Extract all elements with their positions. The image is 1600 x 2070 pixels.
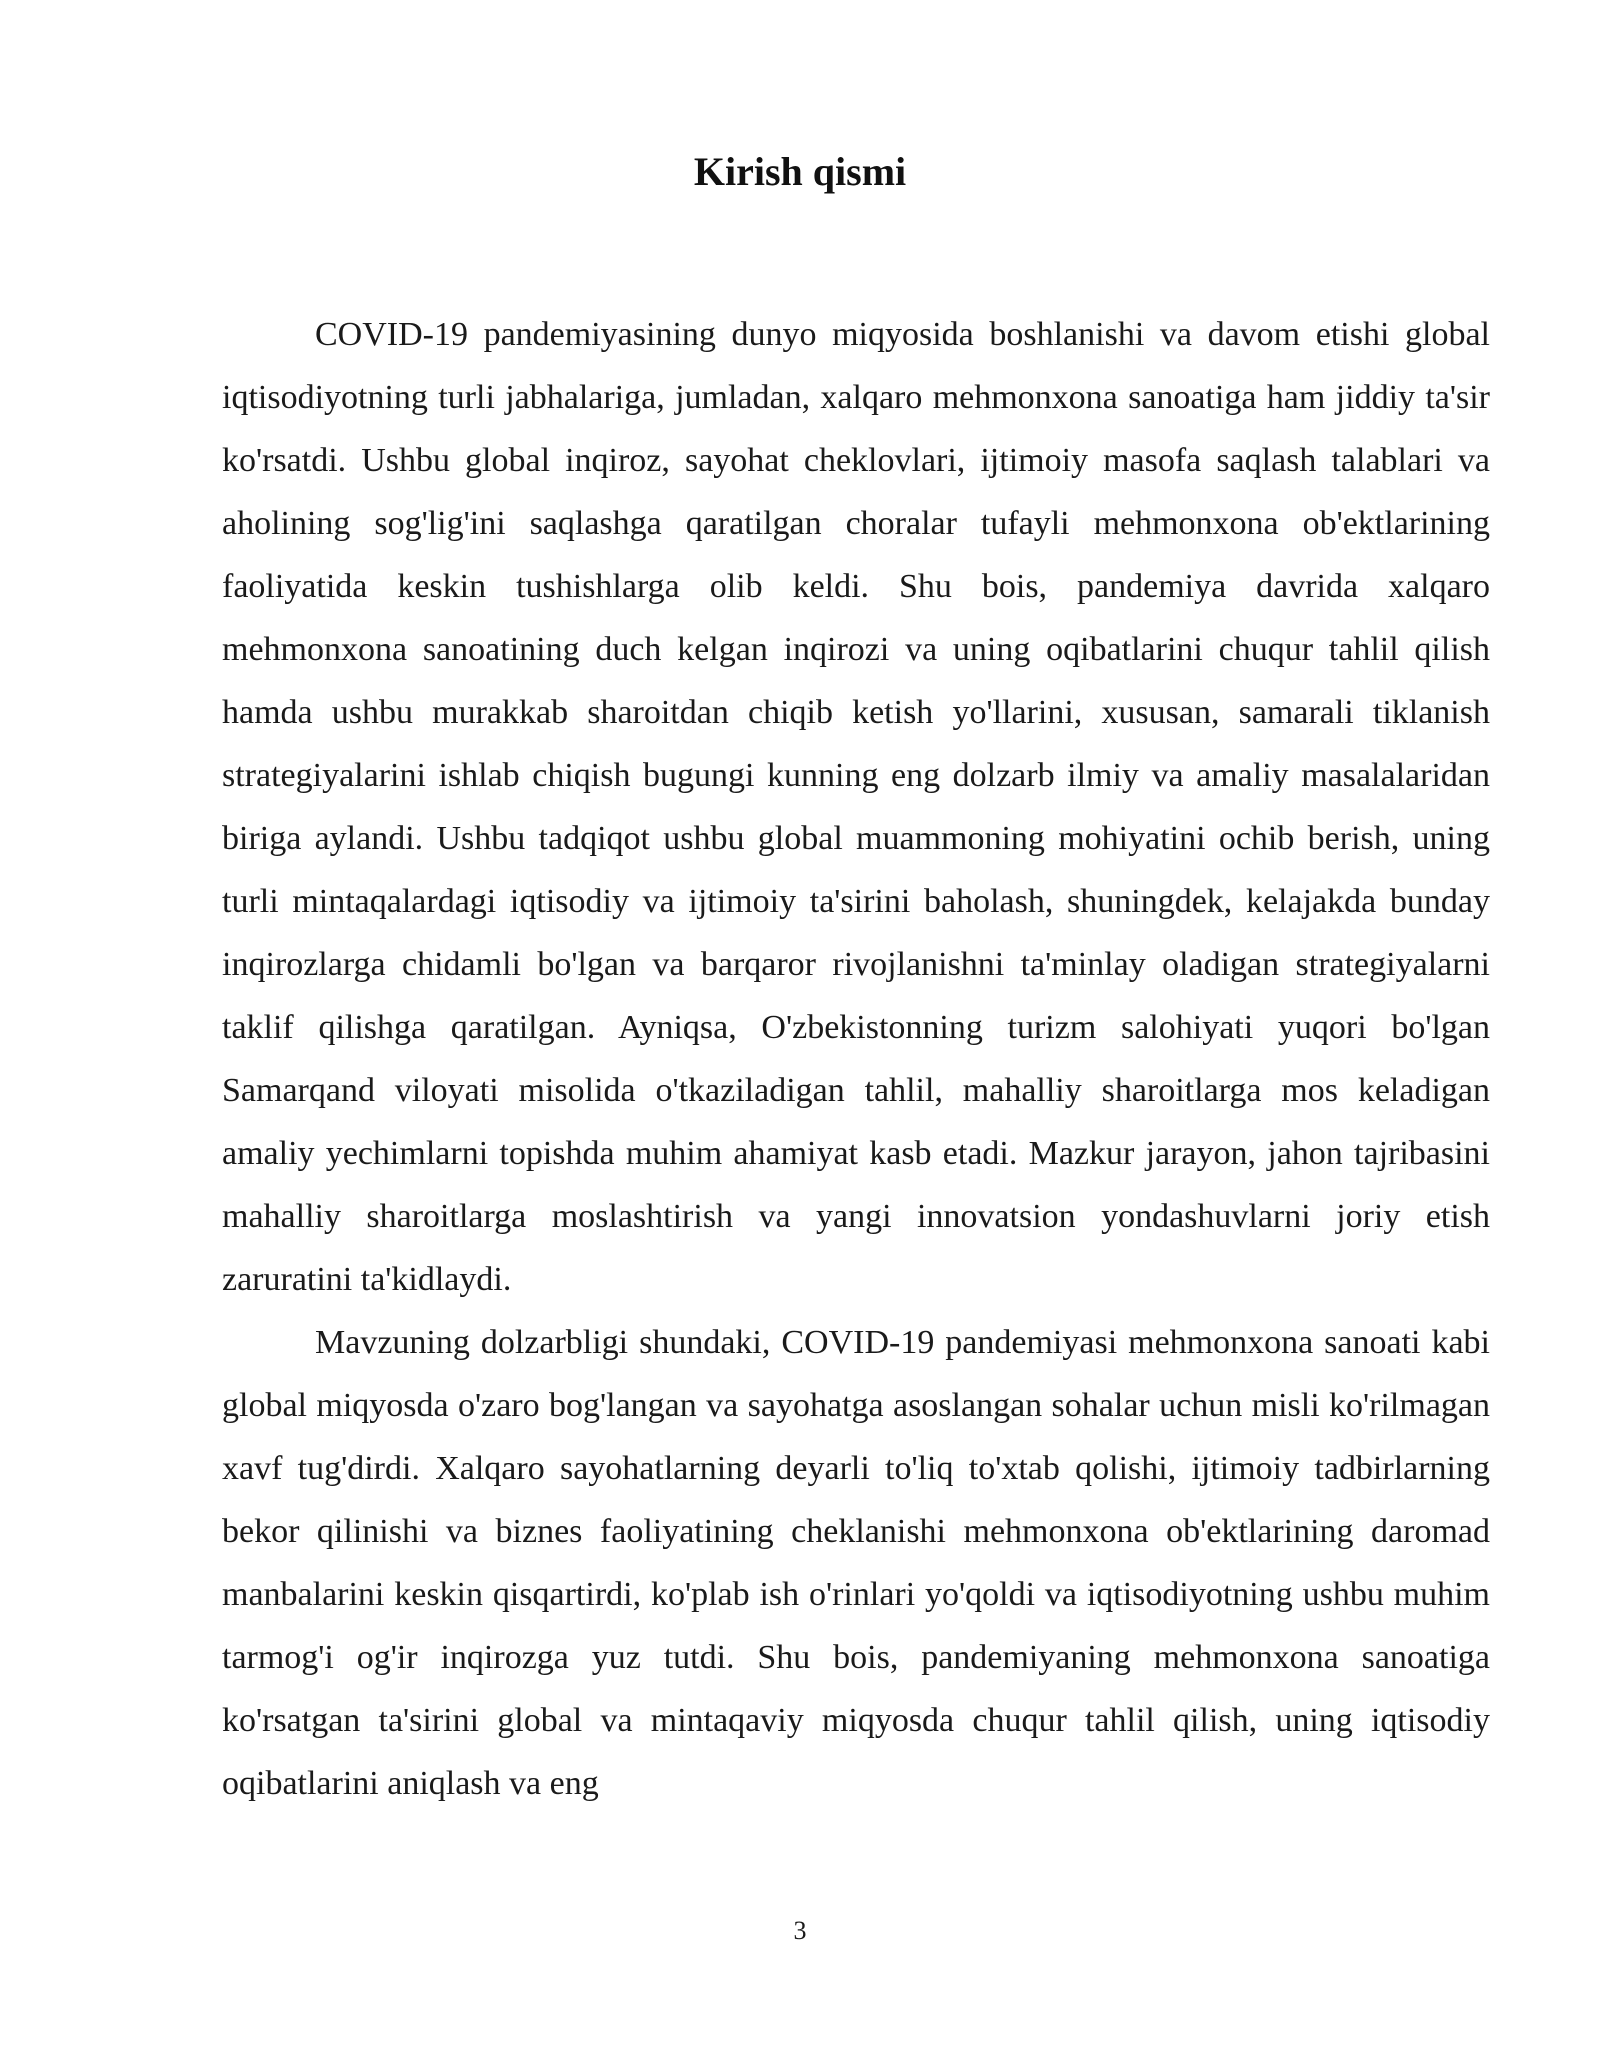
page-number: 3 [793,1916,807,1945]
page-title: Kirish qismi [693,149,907,194]
body-text [222,303,1490,1815]
paragraph-introduction: COVID-19 pandemiyasining dunyo miqyosida boshlanishi va davom etishi global iqtisodiyotning turli jabhalariga, jumladan, xalqaro mehmonxona sanoatiga ham jiddiy ta'sir ko'rsatdi. Ushbu global inqiroz, sayohat cheklovlari, ijtimoiy masofa saqlash talablari va aholining sog'lig'ini saqlashga qaratilgan choralar tufayli mehmonxona ob'ektlarining faoliyatida keskin tushishlarga olib keldi. Shu bois, pandemiya davrida xalqaro mehmonxona sanoatining duch kelgan inqirozi va uning oqibatlarini chuqur tahlil qilish hamda ushbu murakkab sharoitdan chiqib ketish yo'llarini, xususan, samarali tiklanish strategiyalarini ishlab chiqish bugungi kunning eng dolzarb ilmiy va amaliy masalalaridan biriga aylandi. Ushbu tadqiqot ushbu global muammoning mohiyatini ochib berish, uning turli mintaqalardagi iqtisodiy va ijtimoiy ta'sirini baholash, shuningdek, kelajakda bunday inqirozlarga chidamli bo'lgan va barqaror rivojlanishni ta'minlay oladigan strategiyalarni taklif qilishga qaratilgan. Ayniqsa, O'zbekistonning turizm salohiyati yuqori bo'lgan Samarqand viloyati misolida o'tkaziladigan tahlil, mahalliy sharoitlarga mos keladigan amaliy yechimlarni topishda muhim ahamiyat kasb etadi. Mazkur jarayon, jahon tajribasini mahalliy sharoitlarga moslashtirish va yangi innovatsion yondashuvlarni joriy etish zaruratini ta'kidlaydi. [222,316,1490,1298]
paragraph-relevance: Mavzuning dolzarbligi shundaki, COVID-19 pandemiyasi mehmonxona sanoati kabi global miqyosda o'zaro bog'langan va sayohatga asoslangan sohalar uchun misli ko'rilmagan xavf tug'dirdi. Xalqaro sayohatlarning deyarli to'liq to'xtab qolishi, ijtimoiy tadbirlarning bekor qilinishi va biznes faoliyatining cheklanishi mehmonxona ob'ektlarining daromad manbalarini keskin qisqartirdi, ko'plab ish o'rinlari yo'qoldi va iqtisodiyotning ushbu muhim tarmog'i og'ir inqirozga yuz tutdi. Shu bois, pandemiyaning mehmonxona sanoatiga ko'rsatgan ta'sirini global va mintaqaviy miqyosda chuqur tahlil qilish, uning iqtisodiy oqibatlarini aniqlash va eng [222,1324,1490,1802]
